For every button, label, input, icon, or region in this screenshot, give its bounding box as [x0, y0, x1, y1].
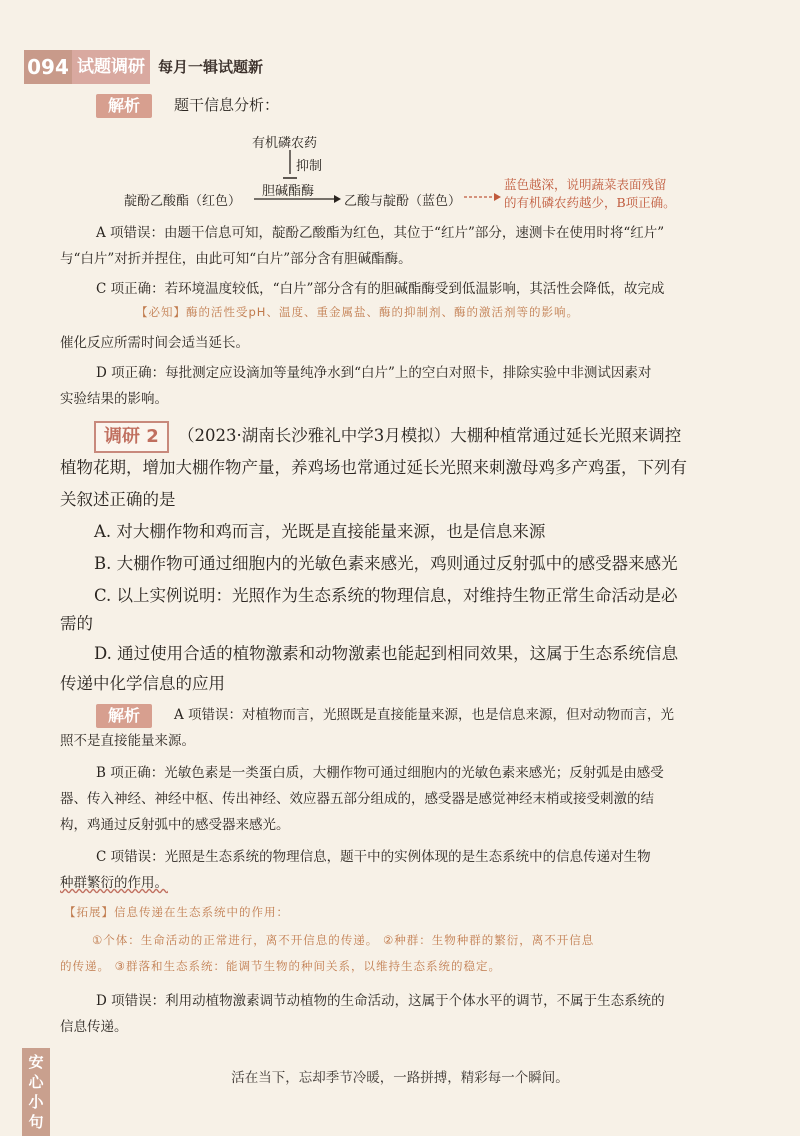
dotted-arrow-icon	[462, 190, 502, 204]
analysis2-d-line1: D 项错误：利用动植物激素调节动植物的生命活动，这属于个体水平的调节，不属于生态系统的	[96, 993, 665, 1009]
analysis-badge: 解析	[96, 94, 152, 118]
header-tagline: 每月一辑试题新	[158, 58, 264, 76]
handwritten-extension-line2: 的传递。 ③群落和生态系统：能调节生物的种间关系，以维持生态系统的稳定。	[60, 959, 501, 973]
analysis2-badge: 解析	[96, 704, 152, 728]
analysis2-b-line1: B 项正确：光敏色素是一类蛋白质，大棚作物可通过细胞内的光敏色素来感光；反射弧是由感受	[96, 765, 664, 781]
reaction-arrow-icon	[252, 192, 342, 206]
analysis2-a-line1: A 项错误：对植物而言，光照既是直接能量来源，也是信息来源，但对动物而言，光	[174, 707, 675, 723]
analysis1-d-line1: D 项正确：每批测定应设滴加等量纯净水到“白片”上的空白对照卡，排除实验中非测试因素对	[96, 365, 652, 381]
analysis2-d-line2: 信息传递。	[60, 1019, 128, 1035]
question-stem-line1: （2023·湖南长沙雅礼中学3月模拟）大棚种植常通过延长光照来调控	[178, 426, 682, 445]
section-title: 试题调研	[72, 50, 150, 84]
analysis1-c-line1: C 项正确：若环境温度较低，“白片”部分含有的胆碱酯酶受到低温影响，其活性会降低，故完成	[96, 281, 665, 297]
diagram-product: 乙酸与靛酚（蓝色）	[344, 194, 462, 209]
diagram-substrate: 靛酚乙酸酯（红色）	[124, 194, 242, 209]
analysis1-c-line2: 催化反应所需时间会适当延长。	[60, 335, 249, 351]
analysis1-a-line1: A 项错误：由题干信息可知，靛酚乙酸酯为红色，其位于“红片”部分，速测卡在使用时将“红片”	[96, 225, 665, 241]
option-c-line1: C. 以上实例说明：光照作为生态系统的物理信息，对维持生物正常生命活动是必	[94, 586, 678, 605]
analysis1-a-line2: 与“白片”对折并捏住，由此可知“白片”部分含有胆碱酯酶。	[60, 251, 412, 267]
option-d-line2: 传递中化学信息的应用	[60, 674, 225, 693]
option-a: A. 对大棚作物和鸡而言，光既是直接能量来源，也是信息来源	[94, 522, 546, 541]
question-stem-line2: 植物花期，增加大棚作物产量，养鸡场也常通过延长光照来刺激母鸡多产鸡蛋，下列有	[60, 458, 687, 477]
analysis-intro: 题干信息分析：	[174, 96, 280, 114]
diagram-enzyme: 胆碱酯酶	[262, 184, 315, 199]
question-badge: 调研 2	[94, 421, 169, 453]
analysis1-d-line2: 实验结果的影响。	[60, 391, 168, 407]
option-c-line2: 需的	[60, 614, 93, 633]
handwritten-note-must-know: 【必知】酶的活性受pH、温度、重金属盐、酶的抑制剂、酶的激活剂等的影响。	[136, 305, 579, 319]
analysis2-b-line2: 器、传入神经、神经中枢、传出神经、效应器五部分组成的，感受器是感觉神经末梢或接受刺激的结	[60, 791, 654, 807]
diagram-inhibit-label: 抑制	[296, 159, 323, 174]
question-stem-line3: 关叙述正确的是	[60, 490, 176, 509]
analysis2-a-line2: 照不是直接能量来源。	[60, 733, 195, 749]
option-d-line1: D. 通过使用合适的植物激素和动物激素也能起到相同效果，这属于生态系统信息	[94, 644, 679, 663]
diagram-note-line2: 的有机磷农药越少，B项正确。	[504, 195, 676, 210]
sidebar-label: 安心小句	[22, 1048, 50, 1136]
diagram-note-line1: 蓝色越深，说明蔬菜表面残留	[504, 177, 667, 192]
diagram-inhibitor: 有机磷农药	[252, 136, 318, 151]
handwritten-extension-line1: ①个体：生命活动的正常进行，离不开信息的传递。 ②种群：生物种群的繁衍，离不开信息	[92, 933, 595, 947]
page-number: 094	[24, 50, 72, 84]
option-b: B. 大棚作物可通过细胞内的光敏色素来感光，鸡则通过反射弧中的感受器来感光	[94, 554, 678, 573]
analysis2-b-line3: 构，鸡通过反射弧中的感受器来感光。	[60, 817, 290, 833]
analysis2-c-line1: C 项错误：光照是生态系统的物理信息，题干中的实例体现的是生态系统中的信息传递对生物	[96, 849, 651, 865]
analysis2-c-line2: 种群繁衍的作用。	[60, 875, 168, 891]
handwritten-extension-title: 【拓展】信息传递在生态系统中的作用：	[64, 905, 289, 919]
footer-motto: 活在当下，忘却季节冷暖，一路拼搏，精彩每一个瞬间。	[231, 1070, 569, 1086]
diagram-note	[504, 176, 676, 212]
